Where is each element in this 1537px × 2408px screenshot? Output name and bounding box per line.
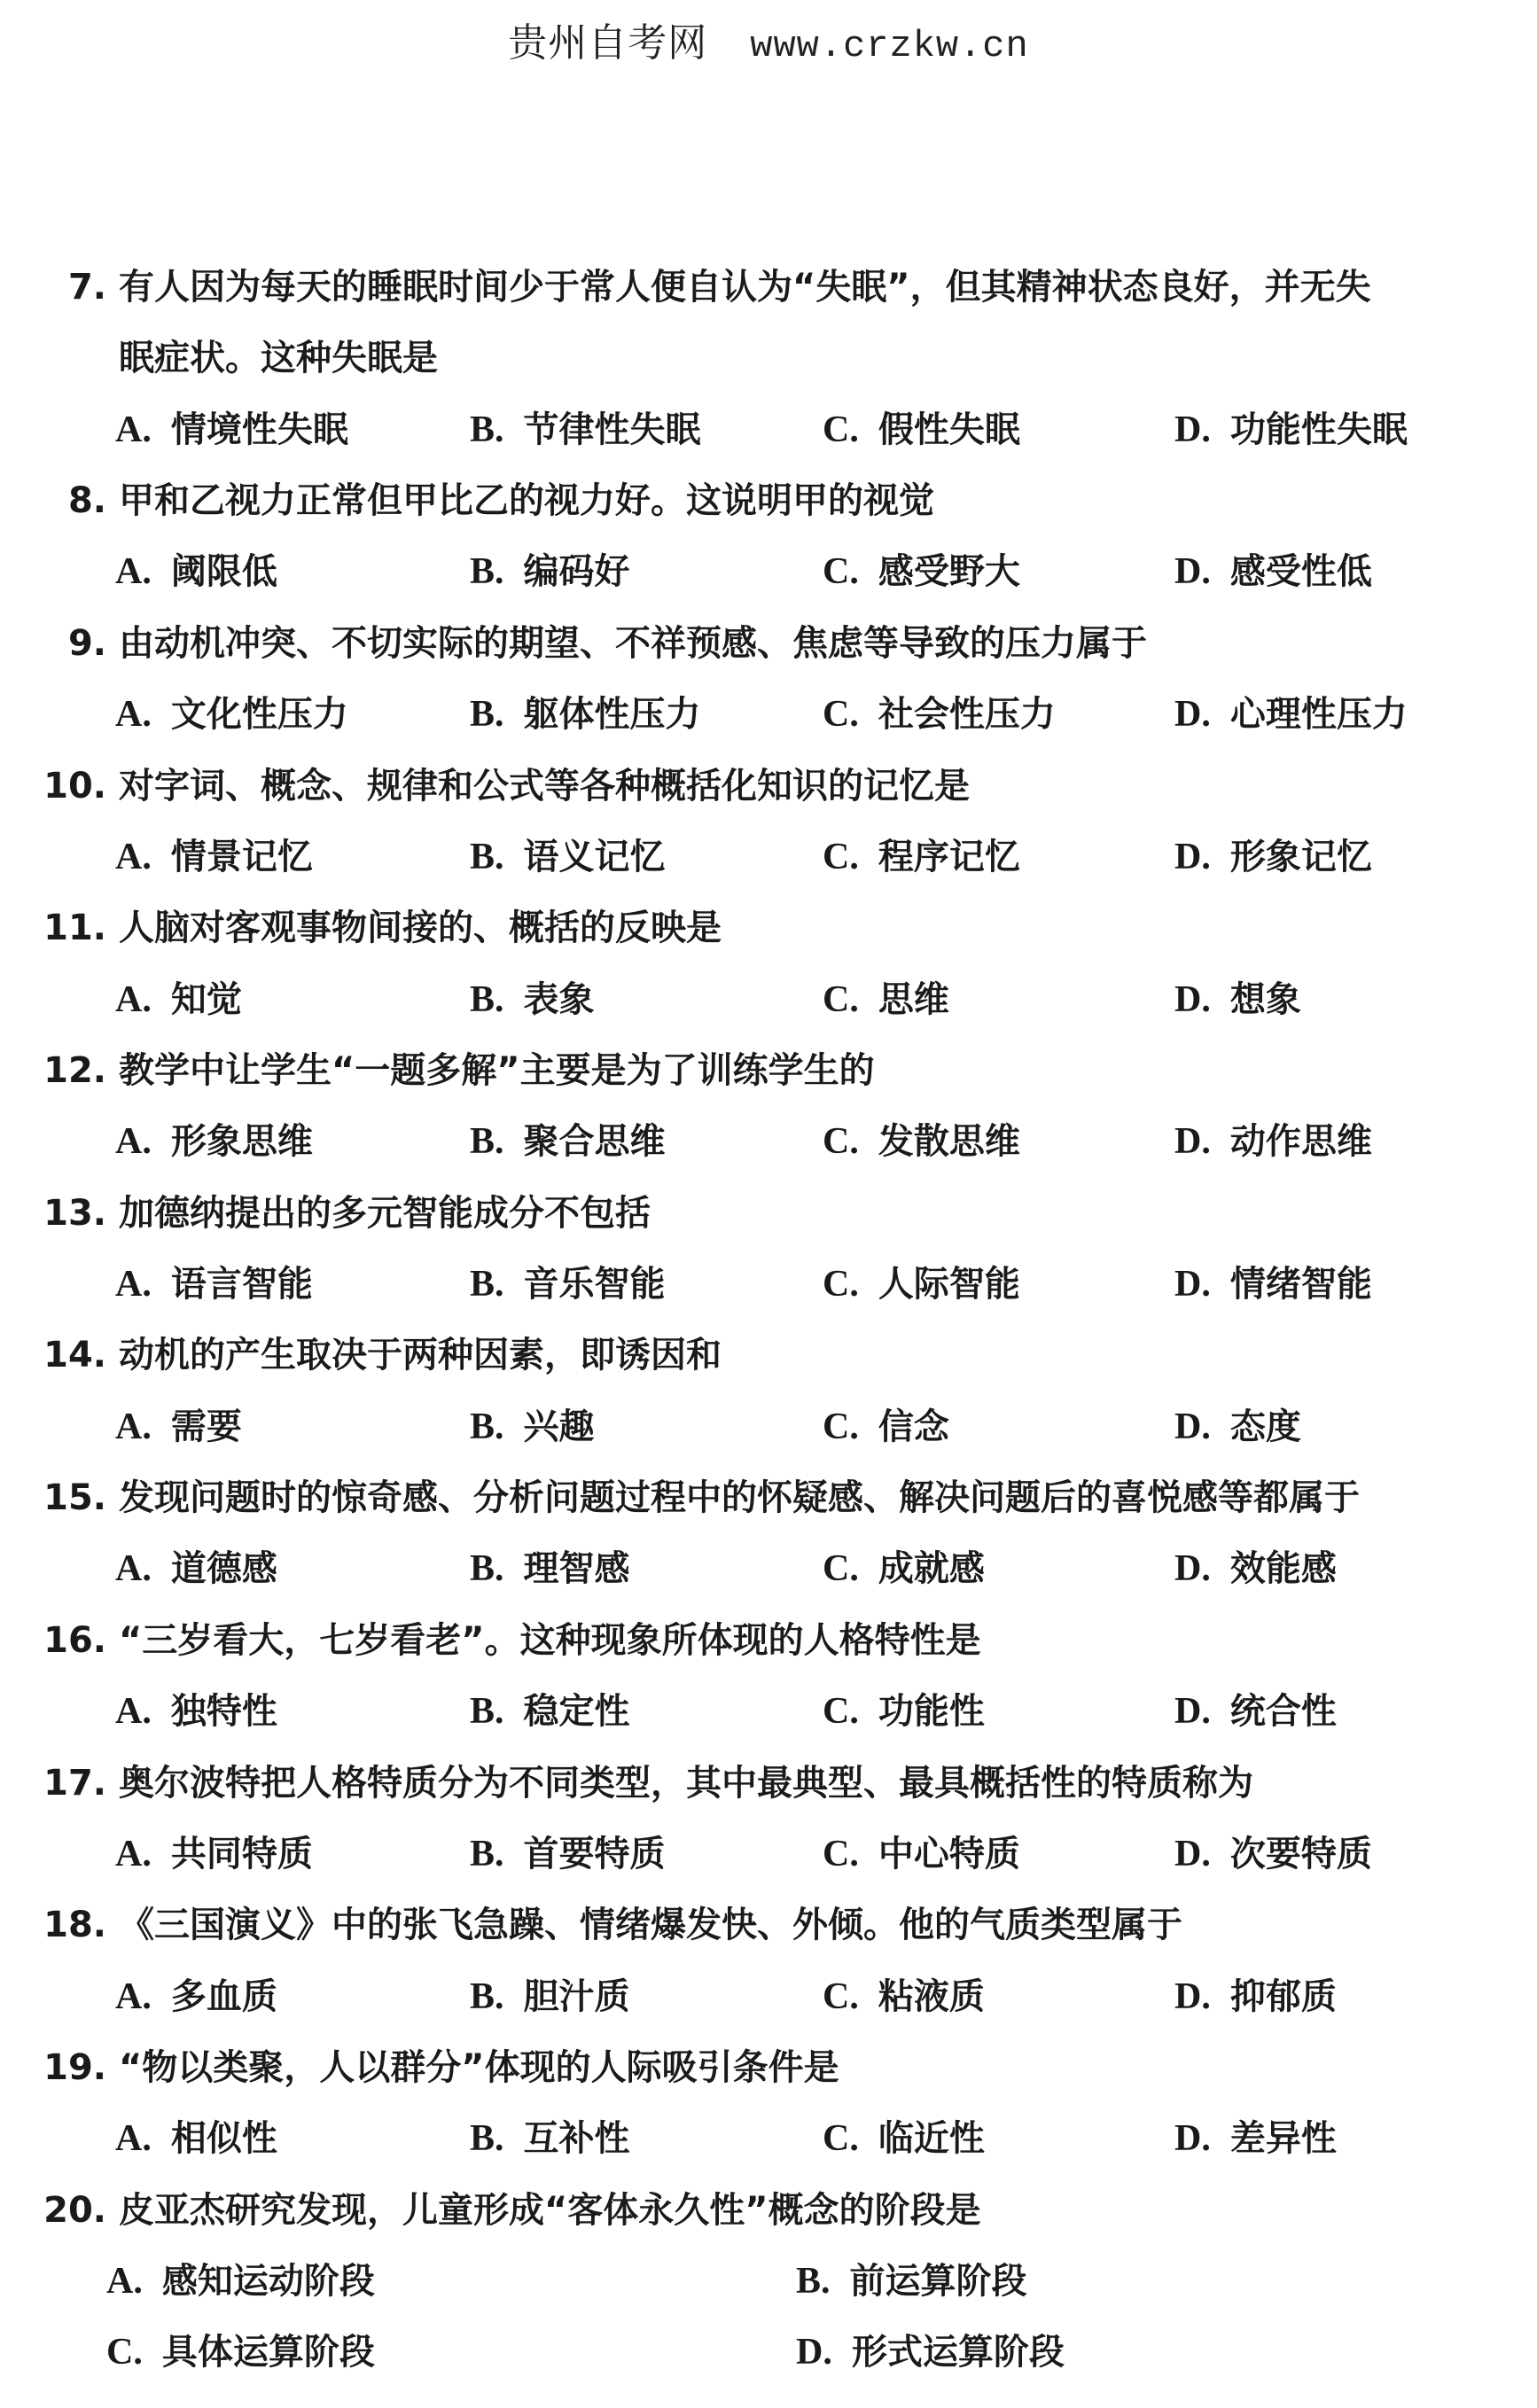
answer-option[interactable] [1174, 1249, 1372, 1320]
question-number: 20. [43, 2189, 106, 2231]
option-text: 情境性失眠 [170, 409, 348, 450]
options-row [0, 394, 1537, 465]
question-text: 眠症状。这种失眠是 [119, 338, 438, 379]
answer-option[interactable] [470, 1249, 666, 1320]
answer-option[interactable] [1174, 536, 1372, 607]
option-letter: B. [470, 409, 504, 450]
question-number: 12. [43, 1049, 106, 1091]
option-letter: A. [115, 978, 152, 1020]
option-text: 理智感 [523, 1548, 630, 1590]
question-number: 19. [43, 2046, 106, 2088]
answer-option[interactable] [115, 1961, 277, 2032]
answer-option[interactable] [823, 1676, 985, 1747]
options-row [0, 1533, 1537, 1604]
answer-option[interactable] [106, 2246, 375, 2317]
question-stem-line [0, 2032, 1537, 2103]
question-number: 11. [43, 908, 106, 949]
question-stem-line [0, 751, 1537, 822]
option-letter: D. [1174, 1548, 1211, 1590]
answer-option[interactable] [823, 679, 1056, 750]
option-text: 表象 [523, 978, 595, 1020]
options-row [0, 1819, 1537, 1890]
options-row [0, 1961, 1537, 2032]
option-text: 态度 [1229, 1406, 1301, 1447]
answer-option[interactable] [1174, 1676, 1337, 1747]
answer-option[interactable] [115, 394, 348, 465]
answer-option[interactable] [1174, 822, 1372, 892]
question-number: 18. [43, 1905, 106, 1946]
option-text: 效能感 [1229, 1548, 1337, 1590]
answer-option[interactable] [823, 1961, 985, 2032]
option-text: 语言智能 [170, 1264, 313, 1305]
option-text: 阈限低 [170, 551, 277, 593]
option-text: 前运算阶段 [849, 2261, 1027, 2303]
option-letter: C. [823, 551, 859, 593]
option-text: 多血质 [170, 1975, 277, 2017]
options-row [0, 1106, 1537, 1177]
option-letter: B. [470, 1264, 504, 1305]
question-stem-line [0, 1320, 1537, 1391]
answer-option[interactable] [115, 1391, 242, 1462]
option-text: 想象 [1229, 978, 1301, 1020]
option-letter: B. [470, 1121, 504, 1163]
question-stem-line [0, 1890, 1537, 1960]
question-number: 8. [67, 480, 106, 522]
option-text: 独特性 [170, 1691, 277, 1733]
answer-option[interactable] [1174, 1819, 1372, 1890]
option-letter: D. [1174, 1691, 1211, 1733]
option-text: 躯体性压力 [523, 694, 701, 736]
options-row [0, 2103, 1537, 2174]
answer-option[interactable] [470, 1391, 595, 1462]
option-text: 共同特质 [170, 1833, 313, 1874]
answer-option[interactable] [470, 1106, 666, 1177]
option-letter: C. [823, 1121, 859, 1163]
question-stem-line [0, 608, 1537, 679]
option-text: 音乐智能 [523, 1264, 666, 1305]
question-stem-line [0, 1035, 1537, 1106]
option-text: 功能性 [878, 1691, 985, 1733]
answer-option[interactable] [1174, 394, 1408, 465]
option-letter: C. [823, 1264, 859, 1305]
answer-option[interactable] [115, 1819, 313, 1890]
option-text: 感知运动阶段 [161, 2261, 375, 2303]
answer-option[interactable] [115, 964, 242, 1035]
question-stem-line [0, 1748, 1537, 1819]
option-letter: D. [1174, 1406, 1211, 1447]
question-text: “物以类聚，人以群分”体现的人际吸引条件是 [119, 2046, 839, 2088]
question-text: 奥尔波特把人格特质分为不同类型，其中最典型、最具概括性的特质称为 [119, 1762, 1253, 1804]
option-text: 形象思维 [170, 1121, 313, 1163]
option-text: 社会性压力 [878, 694, 1056, 736]
option-letter: A. [115, 1833, 152, 1874]
option-letter: C. [823, 978, 859, 1020]
option-text: 中心特质 [878, 1833, 1020, 1874]
answer-option[interactable] [115, 1249, 313, 1320]
answer-option[interactable] [823, 1391, 949, 1462]
option-text: 临近性 [878, 2118, 985, 2160]
options-row [0, 1391, 1537, 1462]
option-text: 语义记忆 [523, 836, 666, 877]
question-stem-line [0, 1605, 1537, 1676]
question-text: 皮亚杰研究发现，儿童形成“客体永久性”概念的阶段是 [119, 2189, 981, 2231]
option-text: 聚合思维 [523, 1121, 666, 1163]
answer-option[interactable] [470, 1961, 630, 2032]
option-letter: B. [470, 1833, 504, 1874]
option-letter: B. [470, 1691, 504, 1733]
options-row [0, 679, 1537, 750]
question-text: 教学中让学生“一题多解”主要是为了训练学生的 [119, 1049, 875, 1091]
options-row [0, 822, 1537, 892]
option-text: 粘液质 [878, 1975, 985, 2017]
option-text: 首要特质 [523, 1833, 666, 1874]
option-letter: A. [115, 1121, 152, 1163]
question-text: 人脑对客观事物间接的、概括的反映是 [119, 908, 722, 949]
option-letter: C. [823, 1833, 859, 1874]
answer-option[interactable] [115, 1106, 313, 1177]
option-text: 情景记忆 [170, 836, 313, 877]
question-text: 由动机冲突、不切实际的期望、不祥预感、焦虑等导致的压力属于 [119, 622, 1147, 664]
answer-option[interactable] [1174, 1106, 1372, 1177]
option-letter: D. [1174, 1833, 1211, 1874]
answer-option[interactable] [470, 1676, 630, 1747]
option-text: 成就感 [878, 1548, 985, 1590]
option-text: 节律性失眠 [523, 409, 701, 450]
option-letter: B. [470, 1406, 504, 1447]
answer-option[interactable] [796, 2246, 1027, 2317]
option-letter: D. [1174, 1975, 1211, 2017]
option-text: 道德感 [170, 1548, 277, 1590]
question-text: “三岁看大，七岁看老”。这种现象所体现的人格特性是 [119, 1619, 981, 1661]
options-row [0, 2317, 1537, 2388]
options-row [0, 1676, 1537, 1747]
option-text: 功能性失眠 [1229, 409, 1408, 450]
question-text: 加德纳提出的多元智能成分不包括 [119, 1192, 651, 1234]
answer-option[interactable] [1174, 964, 1301, 1035]
question-text: 有人因为每天的睡眠时间少于常人便自认为“失眠”，但其精神状态良好，并无失 [119, 267, 1371, 308]
option-text: 感受性低 [1229, 551, 1372, 593]
option-letter: C. [823, 2118, 859, 2160]
question-number: 16. [43, 1619, 106, 1661]
option-letter: D. [1174, 551, 1211, 593]
option-letter: D. [1174, 409, 1211, 450]
option-text: 人际智能 [878, 1264, 1020, 1305]
question-stem-line [0, 1178, 1537, 1249]
answer-option[interactable] [1174, 1391, 1301, 1462]
option-letter: D. [1174, 836, 1211, 877]
question-number: 13. [43, 1192, 106, 1234]
option-letter: B. [470, 694, 504, 736]
answer-option[interactable] [470, 679, 701, 750]
option-letter: D. [1174, 978, 1211, 1020]
answer-option[interactable] [823, 964, 949, 1035]
question-list [0, 252, 1537, 2389]
option-letter: A. [115, 1264, 152, 1305]
option-text: 知觉 [170, 978, 242, 1020]
answer-option[interactable] [470, 822, 666, 892]
option-text: 稳定性 [523, 1691, 630, 1733]
answer-option[interactable] [823, 1249, 1020, 1320]
option-letter: A. [115, 1406, 152, 1447]
answer-option[interactable] [115, 2103, 277, 2174]
option-letter: C. [823, 836, 859, 877]
option-letter: A. [115, 1691, 152, 1733]
option-letter: A. [115, 836, 152, 877]
option-text: 互补性 [523, 2118, 630, 2160]
question-number: 10. [43, 765, 106, 807]
answer-option[interactable] [115, 536, 277, 607]
site-url: www.crzkw.cn [750, 25, 1029, 67]
question-number: 15. [43, 1477, 106, 1519]
answer-option[interactable] [115, 1676, 277, 1747]
answer-option[interactable] [823, 822, 1020, 892]
option-text: 需要 [170, 1406, 242, 1447]
question-number: 7. [67, 267, 106, 308]
option-text: 假性失眠 [878, 409, 1020, 450]
answer-option[interactable] [823, 394, 1020, 465]
option-text: 动作思维 [1229, 1121, 1372, 1163]
answer-option[interactable] [115, 679, 348, 750]
option-letter: A. [106, 2261, 143, 2303]
answer-option[interactable] [470, 964, 595, 1035]
answer-option[interactable] [470, 394, 701, 465]
option-letter: B. [470, 551, 504, 593]
answer-option[interactable] [823, 536, 1020, 607]
answer-option[interactable] [823, 1106, 1020, 1177]
question-stem-line [0, 465, 1537, 536]
option-text: 次要特质 [1229, 1833, 1372, 1874]
question-number: 17. [43, 1762, 106, 1804]
option-text: 文化性压力 [170, 694, 348, 736]
question-stem-line [0, 892, 1537, 963]
question-number: 14. [43, 1335, 106, 1376]
option-text: 编码好 [523, 551, 630, 593]
option-letter: C. [823, 409, 859, 450]
option-letter: D. [1174, 1264, 1211, 1305]
option-letter: D. [796, 2332, 832, 2373]
option-letter: C. [823, 1406, 859, 1447]
answer-option[interactable] [115, 822, 313, 892]
answer-option[interactable] [1174, 1961, 1337, 2032]
option-text: 情绪智能 [1229, 1264, 1372, 1305]
option-letter: A. [115, 409, 152, 450]
option-letter: B. [470, 1548, 504, 1590]
option-text: 胆汁质 [523, 1975, 630, 2017]
answer-option[interactable] [470, 536, 630, 607]
option-letter: A. [115, 1975, 152, 2017]
question-stem-line [0, 323, 1537, 394]
option-letter: B. [796, 2261, 831, 2303]
option-letter: A. [115, 2118, 152, 2160]
answer-option[interactable] [823, 1819, 1020, 1890]
option-letter: D. [1174, 1121, 1211, 1163]
question-text: 发现问题时的惊奇感、分析问题过程中的怀疑感、解决问题后的喜悦感等都属于 [119, 1477, 1360, 1519]
question-number: 9. [67, 622, 106, 664]
options-row [0, 1249, 1537, 1320]
answer-option[interactable] [106, 2317, 375, 2388]
option-text: 感受野大 [878, 551, 1020, 593]
answer-option[interactable] [470, 1533, 630, 1604]
option-text: 信念 [878, 1406, 949, 1447]
answer-option[interactable] [470, 2103, 630, 2174]
answer-option[interactable] [115, 1533, 277, 1604]
answer-option[interactable] [823, 2103, 985, 2174]
answer-option[interactable] [1174, 1533, 1337, 1604]
question-text: 对字词、概念、规律和公式等各种概括化知识的记忆是 [119, 765, 970, 807]
option-letter: C. [823, 694, 859, 736]
question-stem-line [0, 2175, 1537, 2246]
answer-option[interactable] [1174, 2103, 1337, 2174]
option-letter: D. [1174, 2118, 1211, 2160]
page-header [0, 11, 1537, 67]
question-stem-line [0, 1462, 1537, 1533]
answer-option[interactable] [823, 1533, 985, 1604]
option-text: 具体运算阶段 [161, 2332, 375, 2373]
option-text: 兴趣 [523, 1406, 595, 1447]
options-row [0, 964, 1537, 1035]
answer-option[interactable] [796, 2317, 1065, 2388]
option-letter: A. [115, 694, 152, 736]
option-text: 差异性 [1229, 2118, 1337, 2160]
option-text: 形象记忆 [1229, 836, 1372, 877]
option-letter: B. [470, 1975, 504, 2017]
option-letter: B. [470, 2118, 504, 2160]
question-stem-line [0, 252, 1537, 323]
options-row [0, 536, 1537, 607]
option-letter: D. [1174, 694, 1211, 736]
option-letter: A. [115, 551, 152, 593]
option-text: 心理性压力 [1229, 694, 1408, 736]
option-text: 抑郁质 [1229, 1975, 1337, 2017]
answer-option[interactable] [1174, 679, 1408, 750]
option-text: 形式运算阶段 [851, 2332, 1065, 2373]
site-name: 贵州自考网 [508, 20, 708, 66]
option-text: 程序记忆 [878, 836, 1020, 877]
option-text: 发散思维 [878, 1121, 1020, 1163]
question-text: 甲和乙视力正常但甲比乙的视力好。这说明甲的视觉 [119, 480, 934, 522]
option-text: 相似性 [170, 2118, 277, 2160]
question-text: 《三国演义》中的张飞急躁、情绪爆发快、外倾。他的气质类型属于 [119, 1905, 1182, 1946]
options-row [0, 2246, 1537, 2317]
option-letter: C. [106, 2332, 143, 2373]
option-letter: C. [823, 1975, 859, 2017]
option-text: 思维 [878, 978, 949, 1020]
option-letter: B. [470, 836, 504, 877]
option-letter: C. [823, 1691, 859, 1733]
option-letter: C. [823, 1548, 859, 1590]
option-letter: A. [115, 1548, 152, 1590]
answer-option[interactable] [470, 1819, 666, 1890]
question-text: 动机的产生取决于两种因素，即诱因和 [119, 1335, 722, 1376]
option-letter: B. [470, 978, 504, 1020]
option-text: 统合性 [1229, 1691, 1337, 1733]
